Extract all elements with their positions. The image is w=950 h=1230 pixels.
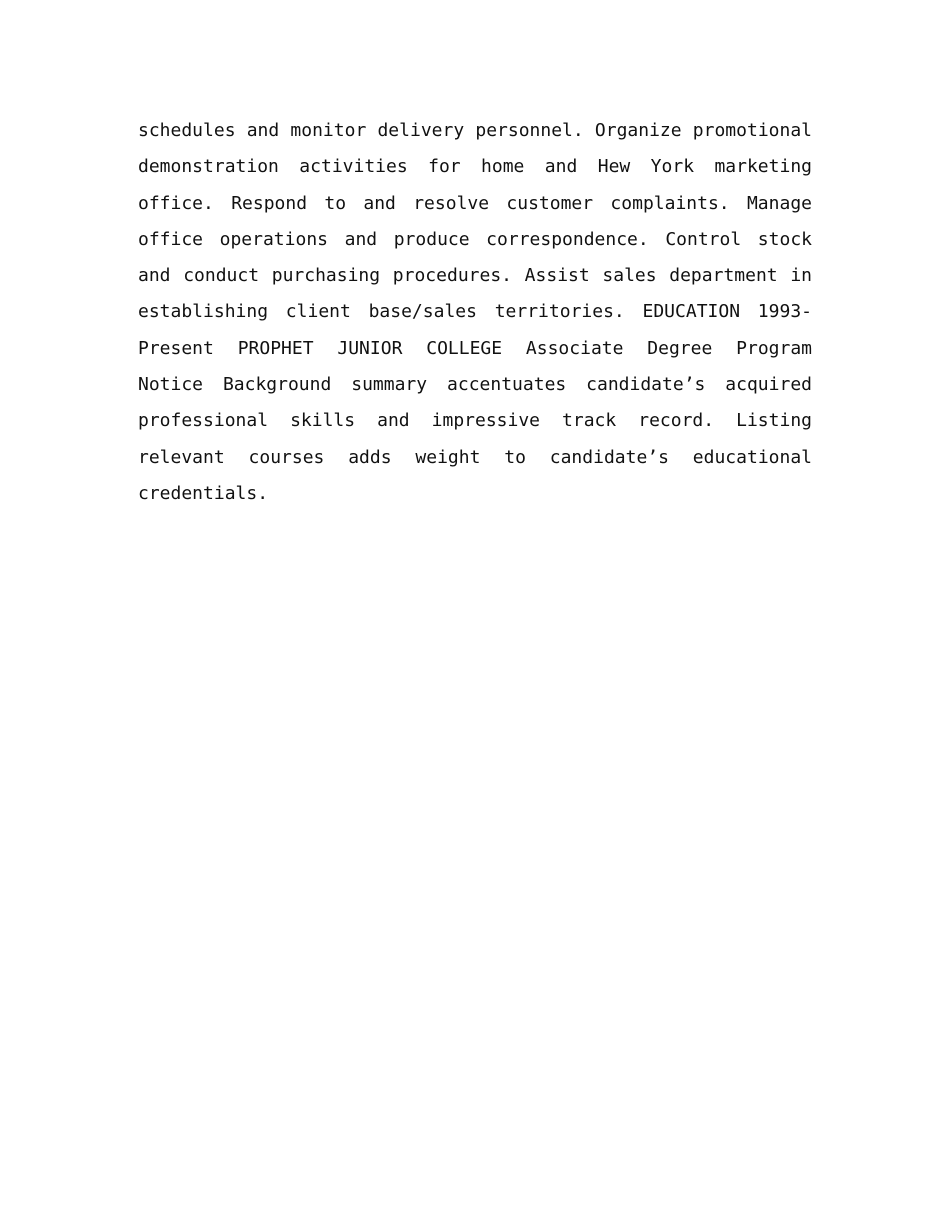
text-line: establishing client base/sales territories. EDUCATION 1993- (138, 301, 812, 323)
text-line: and conduct purchasing procedures. Assist sales department in (138, 265, 812, 287)
text-line: schedules and monitor delivery personnel. Organize promotional (138, 120, 812, 141)
text-line: Present PROPHET JUNIOR COLLEGE Associate Degree Program (138, 337, 812, 359)
text-line: professional skills and impressive track record. Listing (138, 410, 812, 432)
text-line: Notice Background summary accentuates candidate’s acquired (138, 374, 812, 396)
text-line: relevant courses adds weight to candidate’s educational (138, 446, 812, 468)
text-line: office. Respond to and resolve customer complaints. Manage (138, 192, 812, 214)
body-paragraph (138, 113, 812, 512)
text-line: credentials. (138, 482, 269, 504)
text-line: office operations and produce correspondence. Control stock (138, 228, 812, 250)
text-line: demonstration activities for home and Hew York marketing (138, 156, 812, 178)
